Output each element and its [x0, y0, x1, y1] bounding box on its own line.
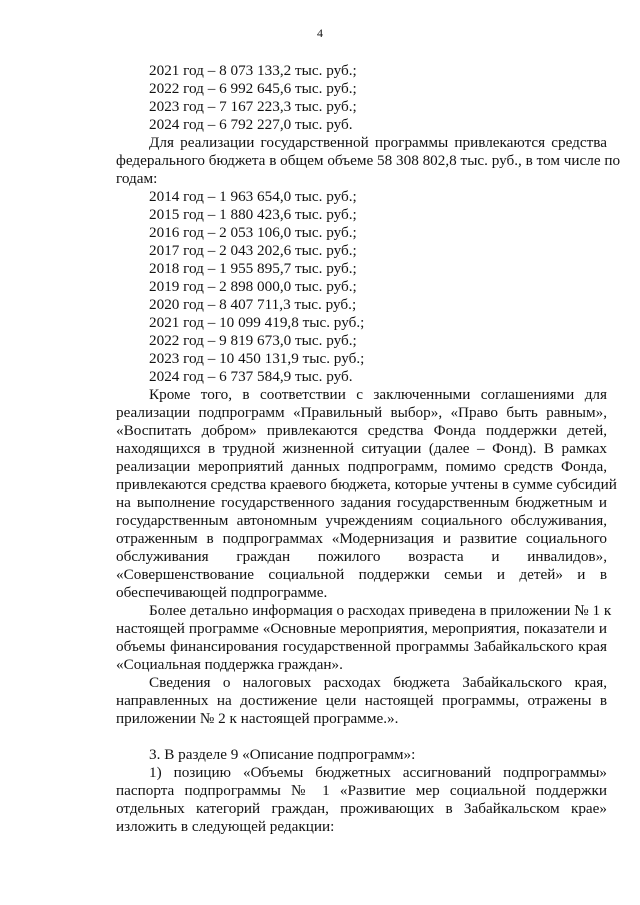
paragraph-line: государственным автономным учреждениям социального обслуживания, — [116, 512, 607, 529]
paragraph-line: реализации подпрограмм «Правильный выбор», «Право быть равным», — [116, 404, 607, 421]
paragraph-line: обеспечивающей подпрограмме. — [116, 584, 328, 601]
list-item: 2022 год – 6 992 645,6 тыс. руб.; — [149, 80, 357, 97]
page-number: 4 — [317, 26, 323, 40]
paragraph-line: на выполнение государственного задания государственным бюджетным и — [116, 494, 607, 511]
paragraph-line: приложении № 2 к настоящей программе.». — [116, 710, 399, 727]
paragraph-line: паспорта подпрограммы № 1 «Развитие мер социальной поддержки — [116, 782, 607, 799]
paragraph-line: отраженным в подпрограммах «Модернизация и развитие социального — [116, 530, 607, 547]
list-item: 2017 год – 2 043 202,6 тыс. руб.; — [149, 242, 357, 259]
paragraph-line: «Воспитать добром» привлекаются средства Фонда поддержки детей, — [116, 422, 607, 439]
list-item: 2024 год – 6 737 584,9 тыс. руб. — [149, 368, 353, 385]
paragraph-line: Сведения о налоговых расходах бюджета Забайкальского края, — [149, 674, 607, 691]
paragraph-line: изложить в следующей редакции: — [116, 818, 335, 835]
list-item: 2016 год – 2 053 106,0 тыс. руб.; — [149, 224, 357, 241]
paragraph-line: находящихся в трудной жизненной ситуации (далее – Фонд). В рамках — [116, 440, 607, 457]
list-item: 2020 год – 8 407 711,3 тыс. руб.; — [149, 296, 357, 313]
list-item: 2014 год – 1 963 654,0 тыс. руб.; — [149, 188, 357, 205]
paragraph-line: объемы финансирования государственной программы Забайкальского края — [116, 638, 607, 655]
paragraph-line: федерального бюджета в общем объеме 58 308 802,8 тыс. руб., в том числе по — [116, 152, 621, 169]
list-item: 2021 год – 10 099 419,8 тыс. руб.; — [149, 314, 365, 331]
paragraph-line: отдельных категорий граждан, проживающих в Забайкальском крае» — [116, 800, 607, 817]
paragraph-line: Более детально информация о расходах приведена в приложении № 1 к — [149, 602, 612, 619]
paragraph-line: «Социальная поддержка граждан». — [116, 656, 343, 673]
paragraph-line: направленных на достижение цели настоящей программы, отражены в — [116, 692, 607, 709]
list-item: 2024 год – 6 792 227,0 тыс. руб. — [149, 116, 353, 133]
section-heading: 3. В разделе 9 «Описание подпрограмм»: — [149, 746, 416, 763]
list-item: 2022 год – 9 819 673,0 тыс. руб.; — [149, 332, 357, 349]
paragraph-line: «Совершенствование социальной поддержки семьи и детей» и в — [116, 566, 607, 583]
list-item: 2015 год – 1 880 423,6 тыс. руб.; — [149, 206, 357, 223]
list-item: 2019 год – 2 898 000,0 тыс. руб.; — [149, 278, 357, 295]
list-item: 2021 год – 8 073 133,2 тыс. руб.; — [149, 62, 357, 79]
paragraph-line: настоящей программе «Основные мероприятия, мероприятия, показатели и — [116, 620, 607, 637]
paragraph-line: привлекаются средства краевого бюджета, которые учтены в сумме субсидий — [116, 476, 617, 493]
list-item: 2018 год – 1 955 895,7 тыс. руб.; — [149, 260, 357, 277]
paragraph-line: Для реализации государственной программы привлекаются средства — [149, 134, 607, 151]
paragraph-line: обслуживания граждан пожилого возраста и инвалидов», — [116, 548, 607, 565]
paragraph-line: 1) позицию «Объемы бюджетных ассигнований подпрограммы» — [149, 764, 607, 781]
paragraph-line: реализации мероприятий данных подпрограмм, помимо средств Фонда, — [116, 458, 607, 475]
list-item: 2023 год – 7 167 223,3 тыс. руб.; — [149, 98, 357, 115]
list-item: 2023 год – 10 450 131,9 тыс. руб.; — [149, 350, 365, 367]
paragraph-line: годам: — [116, 170, 158, 187]
paragraph-line: Кроме того, в соответствии с заключенными соглашениями для — [149, 386, 607, 403]
